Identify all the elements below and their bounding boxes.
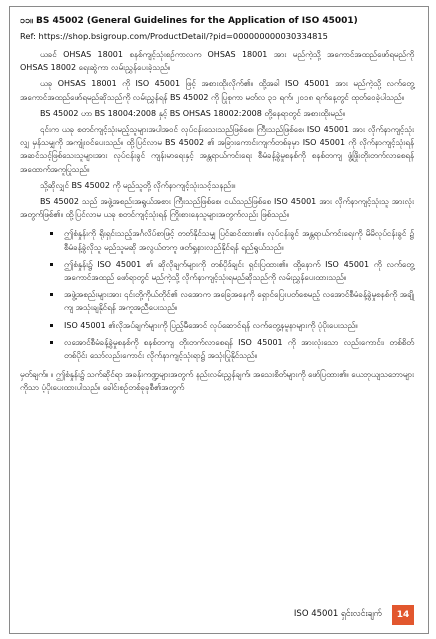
- paragraph: ယခု OHSAS 18001 ကို ISO 45001 ဖြင့် အစားထိုးလိုက်၏။ ထို့အခါ ISO 45001 အား မည်ကဲ့သို့ လက်တွေ့ အကောင်အထည်ဖော်ရမည်ဆိုသည်ကို လမ်းညွှန်ရန် BS 45002 ကို ပြုစုကာ မတ်လ ၃၁ ရက်၊ ၂၀၁၈ ရက်နေ့တွင် ထုတ်ဝေခဲ့ပါသည်။: [20, 79, 414, 102]
- list-item: [64, 336, 414, 362]
- bullet-icon: [50, 324, 53, 327]
- list-item: [64, 258, 414, 284]
- paragraph: ယခင် OHSAS 18001 စနစ်ကျင့်သုံးစဉ်ကာလက OHSAS 18001 အား မည်ကဲ့သို့ အကောင်အထည်ဖော်ရမည်ကို OHSAS 18002 ရေးဆွဲကာ လမ်းညွှန်ပေးခဲ့သည်။: [20, 50, 414, 73]
- bullet-icon: [50, 232, 53, 235]
- list-item-text: လအောင်စီမံခန့်ခွဲမှုစနစ်ကို စနစ်တကျ တိုးတက်လာစေရန် ISO 45001 ကို အားလုံးသော လည်းကောင်း၊ တစ်စိတ်တစ်ပိုင်း သော်လည်းကောင်း လိုက်နာကျင့်သုံးရာ၌ အသုံးပြုနိုင်သည်။: [64, 337, 414, 361]
- closing-note: မှတ်ချက်။ ။ ဤစံနှုန်း၌ သက်ဆိုင်ရာ အခန်းကဏ္ဍများအတွက် နည်းလမ်းညွှန်ချက်၊ အသေးစိတ်များကို ဖော်ပြထား၏။ ယေဘုယျသဘောများကိုသာ ပံ့ပိုးပေးထားပါသည်။ ခေါင်းစဉ်တစ်ခုခုစီ၏အတွက်: [20, 370, 414, 393]
- bullet-icon: [50, 293, 53, 296]
- list-item: [64, 227, 414, 253]
- paragraph: ၎င်းက ယခု စတင်ကျင့်သုံးမည့်သူများအပါအဝင် လုပ်ငန်းသေးသည်ဖြစ်စေ၊ ကြီးသည်ဖြစ်စေ၊ ISO 45001 အား လိုက်နာကျင့်သုံးလျှ မှန်သမျှကို အကျုံးဝင်ပေးသည်။ ထို့ပြင်လာမ BS 45002 ၏ အခြားကောင်းကျက်တစ်ခုမှာ ISO 45001 ကို လိုက်နာကျင့်သုံးရန် အဆင်သင့်ဖြစ်သေးသူများအား လုပ်ငန်းခွင် ကျန်းမာရေးနှင့် အန္တရာယ်ကင်းရေး စီမံခန့်ခွဲမှုစနစ်ကို စနစ်တကျ ဖွံ့ဖြိုးတိုးတက်လာစေရန် အထောက်အကူပြုသည်။: [20, 125, 414, 174]
- document-page: [9, 6, 429, 634]
- paragraph: BS 45002 သည် အဖွဲ့အစည်းအရွယ်အစား ကြီးသည်ဖြစ်စေ၊ ငယ်သည်ဖြစ်စေ ISO 45001 အား လိုက်နာကျင့်သုံးသူ အားလုံးအတွက်ဖြစ်၏။ ထို့ပြင်လာမ ယခု စတင်ကျင့်သုံးရန် ကြိုးစားနေသူများအတွက်လည်း ဖြစ်သည်။: [20, 197, 414, 220]
- paragraph: သို့ဆိုလျှင် BS 45002 ကို မည်သူတို့ လိုက်နာကျင့်သုံးသင့်သနည်း။: [40, 180, 236, 190]
- list-item-text: ဤစံနှုန်း၌ ISO 45001 ၏ ဆိုလိုချက်များကို တစ်ပိုဒ်ချင်း ရှင်းပြထား၏။ ထို့နောက် ISO 45001 ကို လက်တွေ့ အကောင်အထည် ဖော်ရာတွင် မည်ကဲ့သို့ လိုက်နာကျင့်သုံးရမည်ဆိုသည်ကို လမ်းညွှန်ပေးထားသည်။: [64, 259, 414, 283]
- page-number-badge: 14: [392, 605, 414, 625]
- section-heading: ၁၁။ BS 45002 (General Guidelines for the Application of ISO 45001): [20, 16, 358, 26]
- list-item: [64, 319, 414, 332]
- list-item-text: အဖွဲ့အစည်းများအား ၎င်းတို့ကိုယ်တိုင်၏ လအောက အခြေအနေကို ရှောင်ပြေးပတ်စေမည့် လအောင်စီမံခန့်ခွဲမှုစနစ်ကို အချိုကျ အသုံးချနိုင်ရန် အကူအညီပေးသည်။: [64, 290, 414, 313]
- list-item-text: ISO 45001 ၏လိုအပ်ချက်များကို ပြည့်မီအောင် လုပ်ဆောင်ရန် လက်တွေ့နမူနာများကို ပုံပိုးပေးသည်။: [64, 320, 358, 330]
- list-item-text: ဤစံနှုန်းကို ရိုးရှင်းသည့်အင်္ဂလိပ်စာဖြင့် တတ်နိုင်သမျှ ပြင်ဆင်ထား၏။ လုပ်ငန်းခွင် အန္တရာယ်ကင်းရေးကို မိမိလုပ်ငန်းခွင် ၌ စီမံခန့်ခွဲလိုသူ မည်သူမဆို အလွယ်တကူ ဖတ်ရှုနားလည်နိုင်ရန် ရည်ရွယ်သည်။: [64, 229, 414, 252]
- footer-title: ISO 45001 ရှင်းလင်းချက်: [293, 609, 382, 619]
- bullet-list: [20, 227, 414, 362]
- bullet-icon: [50, 263, 53, 266]
- paragraph: BS 45002 ဟာ BS 18004:2008 နှင့် BS OHSAS 18002:2008 တို့နေရာတွင် အစားထိုးမည်။: [40, 108, 345, 118]
- list-item: [64, 288, 414, 314]
- reference-url: Ref: https://shop.bsigroup.com/ProductDetail/?pid=000000000030334815: [20, 31, 328, 41]
- page-footer: [294, 605, 414, 625]
- bullet-icon: [50, 341, 53, 344]
